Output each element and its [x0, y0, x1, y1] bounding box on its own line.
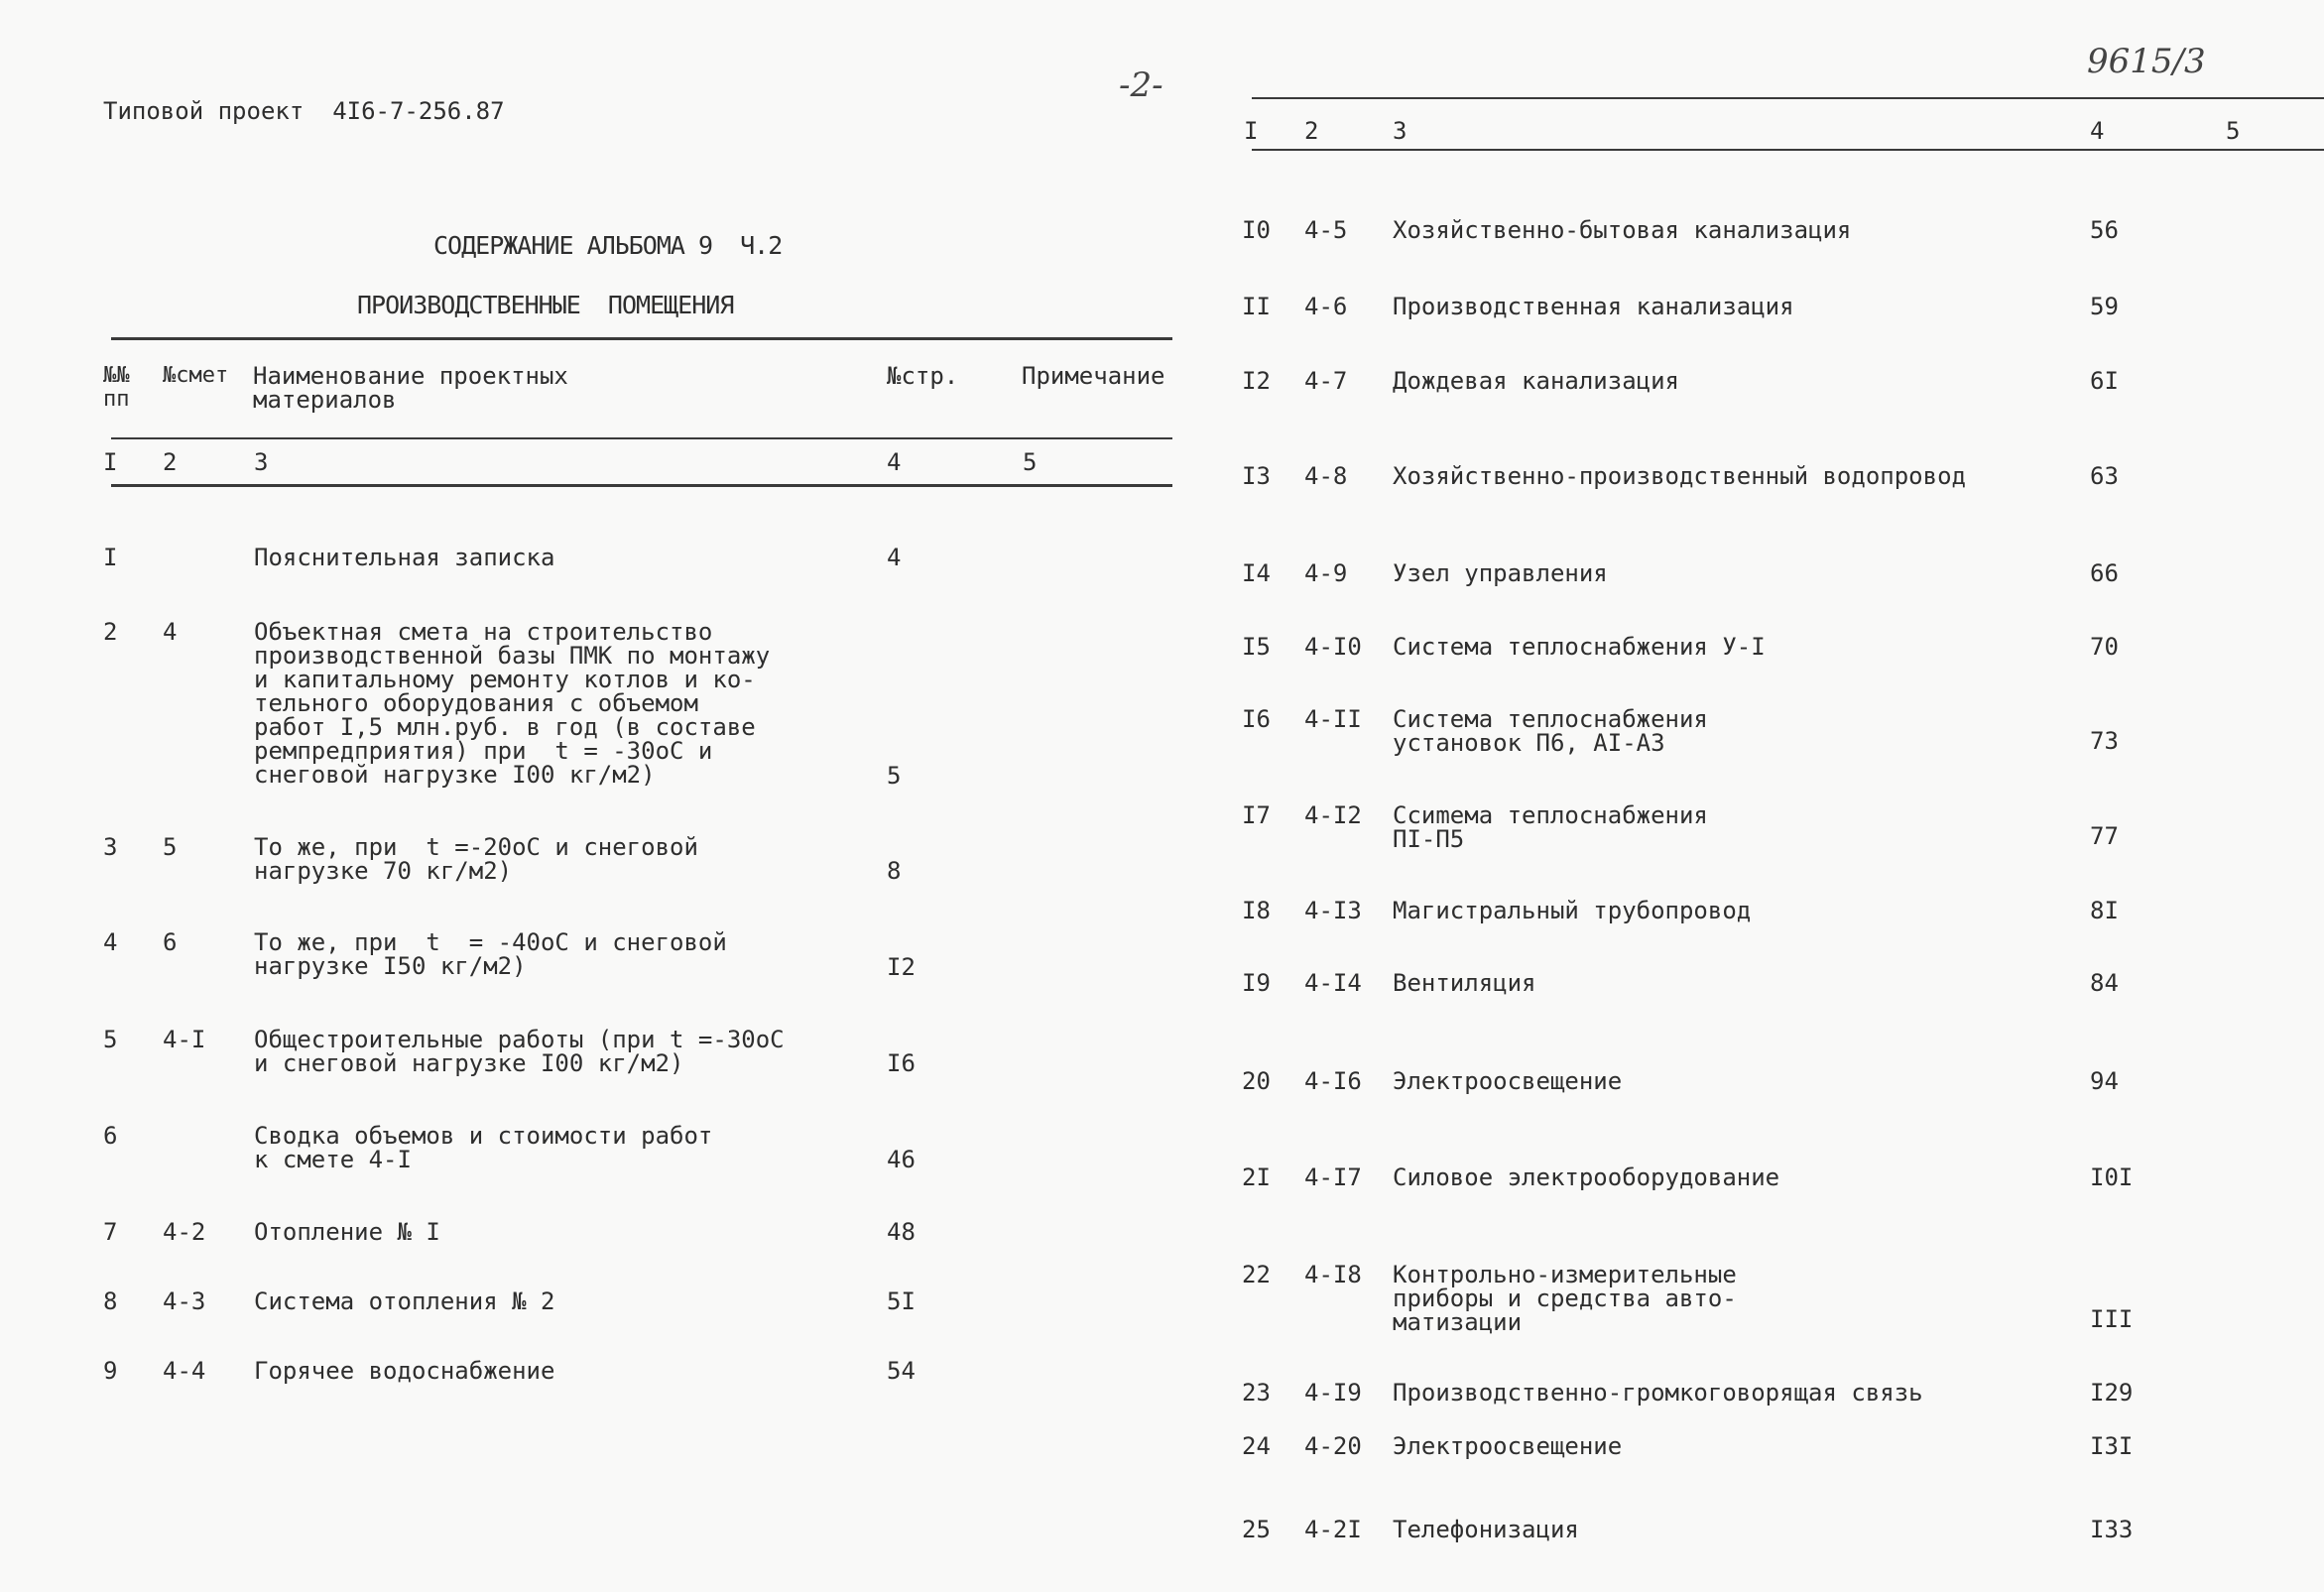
row-number: I2 [1242, 367, 1271, 395]
page-number: 5 [887, 762, 902, 790]
smeta-number: 4-8 [1304, 462, 1348, 490]
album-title: СОДЕРЖАНИЕ АЛЬБОМА 9 Ч.2 [433, 231, 783, 260]
row-number: 20 [1242, 1067, 1271, 1095]
column-number: 5 [2226, 117, 2241, 145]
material-name-line: Пояснительная записка [254, 544, 555, 571]
row-number: I6 [1242, 705, 1271, 733]
row-number: II [1242, 293, 1271, 320]
header-rule [111, 437, 1172, 439]
material-name-line: Общестроительные работы (при t =-30оС [254, 1026, 785, 1053]
row-number: 3 [103, 833, 118, 861]
material-name-line: Узел управления [1393, 559, 1608, 587]
row-number: I8 [1242, 897, 1271, 924]
material-name-line: Контрольно-измерительные [1393, 1261, 1737, 1288]
material-name-line: производственной базы ПМК по монтажу [254, 642, 771, 670]
material-name-line: нагрузке 70 кг/м2) [254, 857, 513, 885]
material-name [1393, 464, 1966, 488]
row-number: I [103, 544, 118, 571]
page-number: 84 [2090, 969, 2119, 997]
material-name-line: и снеговой нагрузке I00 кг/м2) [254, 1049, 684, 1077]
material-name [1393, 899, 1751, 922]
material-name [254, 620, 770, 787]
row-number: 22 [1242, 1261, 1271, 1288]
material-name-line: То же, при t =-20оС и снеговой [254, 833, 698, 861]
smeta-number: 4-I8 [1304, 1261, 1362, 1288]
smeta-number: 4-2 [163, 1218, 206, 1246]
column-number: 4 [887, 448, 902, 476]
material-name-line: Горячее водоснабжение [254, 1357, 555, 1385]
column-number: 5 [1023, 448, 1038, 476]
material-name [254, 1124, 712, 1171]
page-number: 6I [2090, 367, 2119, 395]
header-material-name: Наименование проектных материалов [253, 362, 568, 414]
page-number: 70 [2090, 633, 2119, 661]
page-number: 5I [887, 1287, 916, 1315]
smeta-number: 4-I4 [1304, 969, 1362, 997]
material-name-line: нагрузке I50 кг/м2) [254, 952, 527, 980]
row-number: I5 [1242, 633, 1271, 661]
smeta-number: 4-9 [1304, 559, 1348, 587]
column-number: 3 [1393, 117, 1407, 145]
row-number: 24 [1242, 1432, 1271, 1460]
row-number: 23 [1242, 1379, 1271, 1407]
material-name [254, 1220, 440, 1244]
row-number: 9 [103, 1357, 118, 1385]
material-name-line: Вентиляция [1393, 969, 1536, 997]
section-subtitle: ПРОИЗВОДСТВЕННЫЕ ПОМЕЩЕНИЯ [357, 291, 734, 319]
smeta-number: 5 [163, 833, 178, 861]
row-number: 6 [103, 1122, 118, 1150]
material-name [254, 835, 698, 883]
column-number: 4 [2090, 117, 2105, 145]
material-name-line: Система теплоснабжения У-I [1393, 633, 1766, 661]
material-name [1393, 803, 1708, 851]
project-label: Типовой проект 4I6-7-256.87 [103, 97, 505, 125]
page-number: I3I [2090, 1432, 2134, 1460]
page-number: 63 [2090, 462, 2119, 490]
material-name-line: Электроосвещение [1393, 1067, 1623, 1095]
page-number: 94 [2090, 1067, 2119, 1095]
header-smeta-number: №смет [163, 363, 229, 388]
row-number: 8 [103, 1287, 118, 1315]
right-top-rule [1252, 97, 2324, 99]
smeta-number: 4-5 [1304, 216, 1348, 244]
right-column-number-rule [1252, 149, 2324, 151]
smeta-number: 4-I0 [1304, 633, 1362, 661]
smeta-number: 4-3 [163, 1287, 206, 1315]
material-name-line: Производственно-громкоговорящая связь [1393, 1379, 1923, 1407]
column-number: 3 [254, 448, 269, 476]
row-number: I4 [1242, 559, 1271, 587]
material-name [1393, 971, 1536, 995]
page-number: 54 [887, 1357, 916, 1385]
column-number-rule [111, 484, 1172, 487]
material-name-line: тельного оборудования с объемом [254, 689, 698, 717]
row-number: 2I [1242, 1163, 1271, 1191]
material-name-line: Хозяйственно-производственный водопровод [1393, 462, 1966, 490]
page-number: 4 [887, 544, 902, 571]
smeta-number: 4-4 [163, 1357, 206, 1385]
page-number: I33 [2090, 1516, 2134, 1543]
page-number: 66 [2090, 559, 2119, 587]
row-number: I3 [1242, 462, 1271, 490]
material-name-line: Производственная канализация [1393, 293, 1794, 320]
material-name [1393, 295, 1794, 318]
material-name-line: Магистральный трубопровод [1393, 897, 1752, 924]
material-name [1393, 1518, 1579, 1541]
material-name-line: Система теплоснабжения [1393, 705, 1708, 733]
page-number: 48 [887, 1218, 916, 1246]
material-name-line: Сводка объемов и стоимости работ [254, 1122, 713, 1150]
material-name [254, 1028, 785, 1075]
page-number: I2 [887, 953, 916, 981]
row-number: I9 [1242, 969, 1271, 997]
material-name [254, 1289, 554, 1313]
smeta-number: 4-I7 [1304, 1163, 1362, 1191]
material-name-line: Дождевая канализация [1393, 367, 1679, 395]
page-number: I6 [887, 1049, 916, 1077]
page-number: 59 [2090, 293, 2119, 320]
material-name [254, 930, 727, 978]
page-number: 8 [887, 857, 902, 885]
smeta-number: 6 [163, 928, 178, 956]
page-number: 46 [887, 1146, 916, 1173]
page-number: III [2090, 1305, 2134, 1333]
smeta-number: 4-I2 [1304, 801, 1362, 829]
smeta-number: 4-I9 [1304, 1379, 1362, 1407]
material-name-line: приборы и средства авто- [1393, 1285, 1737, 1312]
page-number: I0I [2090, 1163, 2134, 1191]
column-number: I [1244, 117, 1259, 145]
material-name-line: Отопление № I [254, 1218, 440, 1246]
column-number: 2 [1304, 117, 1319, 145]
material-name [1393, 1263, 1737, 1334]
smeta-number: 4-7 [1304, 367, 1348, 395]
material-name-line: Силовое электрооборудование [1393, 1163, 1780, 1191]
material-name [254, 1359, 554, 1383]
smeta-number: 4-6 [1304, 293, 1348, 320]
material-name-line: ремпредприятия) при t = -30оС и [254, 737, 713, 765]
material-name-line: матизации [1393, 1308, 1523, 1336]
material-name [1393, 1069, 1622, 1093]
header-note: Примечание [1022, 362, 1165, 390]
header-page-number: №стр. [887, 362, 959, 390]
row-number: 2 [103, 618, 118, 646]
material-name [1393, 707, 1708, 755]
material-name-line: работ I,5 млн.руб. в год (в составе [254, 713, 756, 741]
row-number: 7 [103, 1218, 118, 1246]
material-name [1393, 1165, 1779, 1189]
row-number: 25 [1242, 1516, 1271, 1543]
material-name-line: Хозяйственно-бытовая канализация [1393, 216, 1852, 244]
material-name-line: Электроосвещение [1393, 1432, 1623, 1460]
smeta-number: 4-2I [1304, 1516, 1362, 1543]
smeta-number: 4-I3 [1304, 897, 1362, 924]
material-name [254, 546, 554, 569]
page-marker: -2- [1119, 65, 1163, 105]
page-number: 8I [2090, 897, 2119, 924]
header-row-number: №№ пп [103, 363, 130, 412]
smeta-number: 4-I [163, 1026, 206, 1053]
row-number: I7 [1242, 801, 1271, 829]
row-number: 5 [103, 1026, 118, 1053]
sheet-number: 9615/3 [2087, 42, 2206, 81]
smeta-number: 4-II [1304, 705, 1362, 733]
material-name-line: Система отопления № 2 [254, 1287, 555, 1315]
material-name [1393, 369, 1679, 393]
table-top-rule [111, 337, 1172, 340]
row-number: I0 [1242, 216, 1271, 244]
material-name [1393, 1381, 1923, 1405]
page-number: I29 [2090, 1379, 2134, 1407]
material-name [1393, 218, 1851, 242]
material-name [1393, 1434, 1622, 1458]
material-name-line: к смете 4-I [254, 1146, 412, 1173]
page-number: 77 [2090, 822, 2119, 850]
page-number: 56 [2090, 216, 2119, 244]
material-name-line: Ссиmема теплоснабжения [1393, 801, 1708, 829]
material-name [1393, 561, 1608, 585]
material-name-line: снеговой нагрузке I00 кг/м2) [254, 761, 656, 789]
column-number: 2 [163, 448, 178, 476]
smeta-number: 4-20 [1304, 1432, 1362, 1460]
material-name-line: То же, при t = -40оС и снеговой [254, 928, 727, 956]
smeta-number: 4 [163, 618, 178, 646]
row-number: 4 [103, 928, 118, 956]
material-name-line: Телефонизация [1393, 1516, 1579, 1543]
material-name [1393, 635, 1766, 659]
smeta-number: 4-I6 [1304, 1067, 1362, 1095]
page-number: 73 [2090, 727, 2119, 755]
material-name-line: и капитальному ремонту котлов и ко- [254, 666, 756, 693]
material-name-line: ПI-П5 [1393, 825, 1465, 853]
material-name-line: Объектная смета на строительство [254, 618, 713, 646]
material-name-line: установок П6, АI-А3 [1393, 729, 1665, 757]
column-number: I [103, 448, 118, 476]
